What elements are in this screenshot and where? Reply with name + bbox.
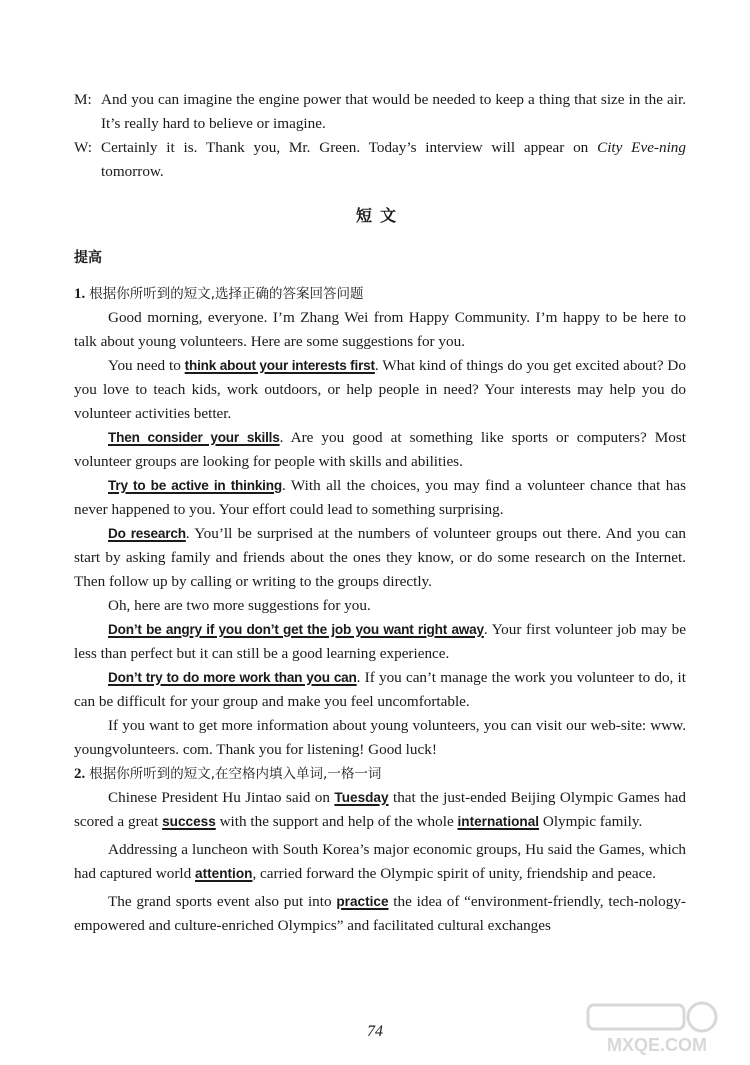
section-heading: 短文 — [355, 206, 404, 225]
dialogue-text: And you can imagine the engine power that would be needed to keep a thing that size in the air. It’s really hard to believe or imagine. — [101, 91, 686, 132]
paragraph — [74, 354, 686, 426]
text: , carried forward the Olympic spirit of unity, friendship and peace. — [252, 865, 656, 882]
text: Chinese President Hu Jintao said on — [108, 789, 335, 806]
dialogue-text: tomorrow. — [101, 163, 164, 180]
text: that the just-ended Beijing Olympic Games had scored a great — [74, 789, 686, 830]
paragraph: Good morning, everyone. I’m Zhang Wei from Happy Community. I’m happy to be here to talk about young volunteers. Here are some suggestions for you. — [74, 309, 686, 350]
page-number: 74 — [367, 1023, 383, 1040]
answer-blank: international — [457, 814, 540, 829]
speaker-label: W: — [74, 139, 92, 156]
answer-underline: Don’t try to do more work than you can — [108, 670, 357, 685]
text: . With all the choices, you may find a volunteer chance that has never happened to you. Your effort could lead to something surprising. — [74, 477, 686, 518]
answer-blank: attention — [195, 866, 253, 881]
text: Olympic family. — [539, 813, 643, 830]
text: Addressing a luncheon with South Korea’s major economic groups, Hu said the Games, which had captured world — [74, 841, 686, 882]
paragraph: Oh, here are two more suggestions for you. — [108, 597, 371, 614]
page-body — [74, 88, 686, 938]
answer-underline: Then consider your skills — [108, 430, 280, 445]
answer-blank: practice — [336, 894, 389, 909]
paragraph — [74, 522, 686, 594]
paragraph — [74, 426, 686, 474]
paragraph — [74, 474, 686, 522]
question-number: 1. — [74, 286, 86, 302]
answer-underline: think about your interests first — [184, 358, 375, 373]
paragraph — [74, 890, 686, 938]
watermark-logo — [582, 999, 732, 1059]
subsection-label: 提高 — [74, 250, 102, 266]
text: . You’ll be surprised at the numbers of volunteer groups out there. And you can start by asking family and friends about the ones they know, or do some research on the Internet. Then follow up by calling or writing to the groups directly. — [74, 525, 686, 590]
paragraph — [74, 838, 686, 886]
text: The grand sports event also put into — [108, 893, 337, 910]
watermark-text: MXQE.COM — [606, 1035, 708, 1055]
text: the idea of “environment-friendly, tech-nology-empowered and culture-enriched Olympics” and facilitated cultural exchanges — [74, 893, 686, 934]
answer-blank: Tuesday — [334, 790, 389, 805]
answer-underline: Do research — [108, 526, 186, 541]
text: You need to — [108, 357, 185, 374]
text: with the support and help of the whole — [215, 813, 458, 830]
text: . If you can’t manage the work you volunteer to do, it can be difficult for your group and make you feel uncomfortable. — [74, 669, 686, 710]
speaker-label: M: — [74, 91, 92, 108]
question-1-title — [74, 282, 686, 306]
paragraph: If you want to get more information about young volunteers, you can visit our web-site: www. youngvolunteers. com. Thank you for listening! Good luck! — [74, 717, 686, 758]
paragraph — [74, 666, 686, 714]
paragraph — [74, 786, 686, 834]
text: . What kind of things do you get excited about? Do you love to teach kids, work outdoors, or help people in need? Your interests may help you do volunteer activities better. — [74, 357, 686, 422]
dialogue-line-m — [74, 88, 686, 136]
question-text: 根据你所听到的短文,选择正确的答案回答问题 — [89, 286, 364, 302]
newspaper-title: City Eve-ning — [597, 139, 686, 156]
paragraph — [74, 618, 686, 666]
question-text: 根据你所听到的短文,在空格内填入单词,一格一词 — [89, 766, 382, 782]
answer-underline: Try to be active in thinking — [108, 478, 282, 493]
answer-blank: success — [162, 814, 216, 829]
question-2-title — [74, 762, 686, 786]
text: . Your first volunteer job may be less than perfect but it can still be a good learning experience. — [74, 621, 686, 662]
text: . Are you good at something like sports or computers? Most volunteer groups are looking for people with skills and abilities. — [74, 429, 686, 470]
dialogue-line-w — [74, 136, 686, 184]
answer-underline: Don’t be angry if you don’t get the job you want right away — [108, 622, 484, 637]
question-number: 2. — [74, 766, 86, 782]
dialogue-text: Certainly it is. Thank you, Mr. Green. Today’s interview will appear on — [101, 139, 598, 156]
